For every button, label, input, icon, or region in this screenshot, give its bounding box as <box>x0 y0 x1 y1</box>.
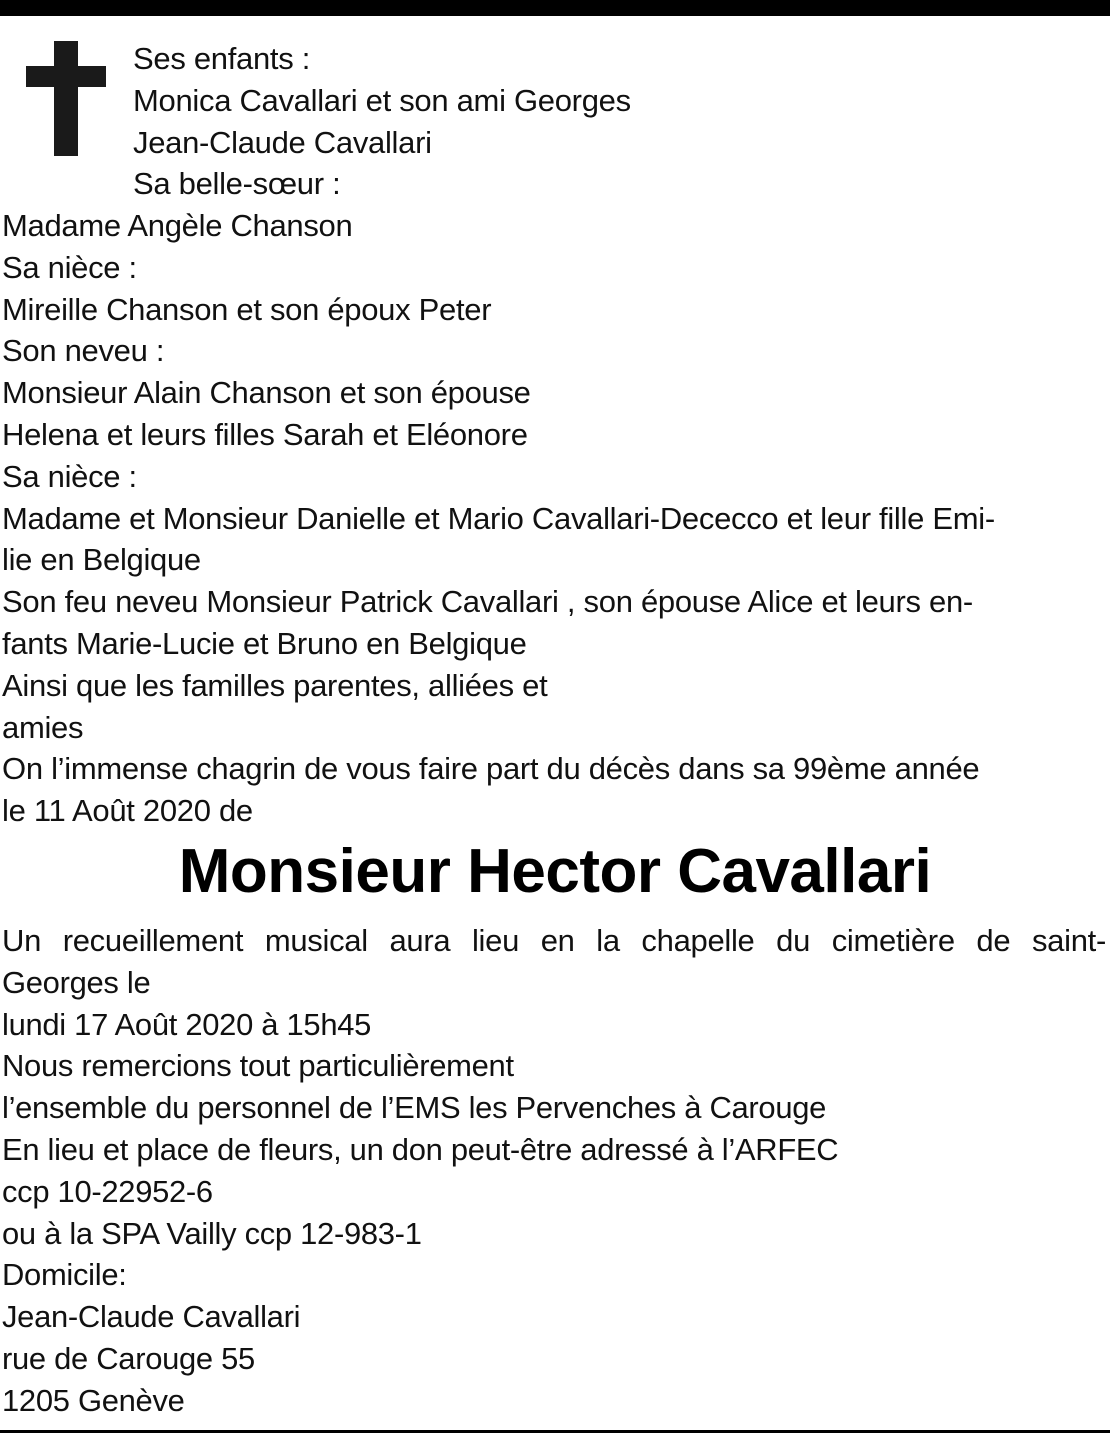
family-line: Sa nièce : <box>2 249 137 285</box>
cross-horizontal-bar <box>26 66 106 87</box>
detail-line: 1205 Genève <box>2 1382 185 1418</box>
family-line: Madame Angèle Chanson <box>2 208 353 243</box>
ceremony-line <box>2 920 1106 962</box>
family-line: On l’immense chagrin de vous faire part du décès dans sa 99ème année <box>2 751 980 787</box>
detail-line: Jean-Claude Cavallari <box>2 1299 301 1335</box>
ceremony-word: en <box>540 923 575 958</box>
cross-icon <box>26 41 106 156</box>
intro-line: Sa belle-sœur : <box>133 166 341 202</box>
top-border <box>0 0 1110 16</box>
ceremony-word: musical <box>264 923 368 958</box>
ceremony-word: du <box>776 923 811 958</box>
intro-line: Jean-Claude Cavallari <box>133 124 432 160</box>
ceremony-word: chapelle <box>641 923 755 958</box>
ceremony-word: lieu <box>471 923 520 958</box>
intro-line: Monica Cavallari et son ami Georges <box>133 82 631 118</box>
detail-line: ccp 10-22952-6 <box>2 1173 213 1209</box>
ceremony-word: de <box>976 923 1011 958</box>
ceremony-word: recueillement <box>62 923 244 958</box>
family-line: Mireille Chanson et son époux Peter <box>2 291 492 327</box>
family-line: fants Marie-Lucie et Bruno en Belgique <box>2 625 527 661</box>
family-line: Son neveu : <box>2 333 165 369</box>
family-line: Ainsi que les familles parentes, alliées et <box>2 667 548 703</box>
detail-line: Nous remercions tout particulièrement <box>2 1048 514 1084</box>
family-line: le 11 Août 2020 de <box>2 793 253 829</box>
detail-line: l’ensemble du personnel de l’EMS les Pervenches à Carouge <box>2 1090 827 1126</box>
intro-line: Ses enfants : <box>133 41 311 76</box>
detail-line: En lieu et place de fleurs, un don peut-être adressé à l’ARFEC <box>2 1131 839 1167</box>
cross-vertical-bar <box>54 41 78 156</box>
family-line: Monsieur Alain Chanson et son épouse <box>2 375 531 411</box>
detail-line: lundi 17 Août 2020 à 15h45 <box>2 1006 372 1042</box>
detail-line: Georges le <box>2 964 151 1000</box>
family-line: Son feu neveu Monsieur Patrick Cavallari , son épouse Alice et leurs en- <box>2 584 973 620</box>
family-line: Helena et leurs filles Sarah et Eléonore <box>2 416 528 452</box>
ceremony-word: saint- <box>1031 923 1106 958</box>
ceremony-details <box>2 920 1106 1422</box>
family-list <box>2 205 1102 832</box>
ceremony-word: cimetière <box>831 923 955 958</box>
family-line: lie en Belgique <box>2 542 201 578</box>
family-line: amies <box>2 709 84 745</box>
detail-line: Domicile: <box>2 1257 127 1293</box>
ceremony-word: aura <box>389 923 451 958</box>
family-line: Madame et Monsieur Danielle et Mario Cavallari-Dececco et leur fille Emi- <box>2 500 995 536</box>
intro-lines <box>133 38 1093 205</box>
ceremony-word: Un <box>2 923 42 958</box>
detail-line: ou à la SPA Vailly ccp 12-983-1 <box>2 1215 422 1251</box>
family-line: Sa nièce : <box>2 458 137 494</box>
detail-line: rue de Carouge 55 <box>2 1340 255 1376</box>
bottom-border <box>0 1430 1110 1433</box>
ceremony-word: la <box>596 923 620 958</box>
deceased-name: Monsieur Hector Cavallari <box>178 837 932 906</box>
